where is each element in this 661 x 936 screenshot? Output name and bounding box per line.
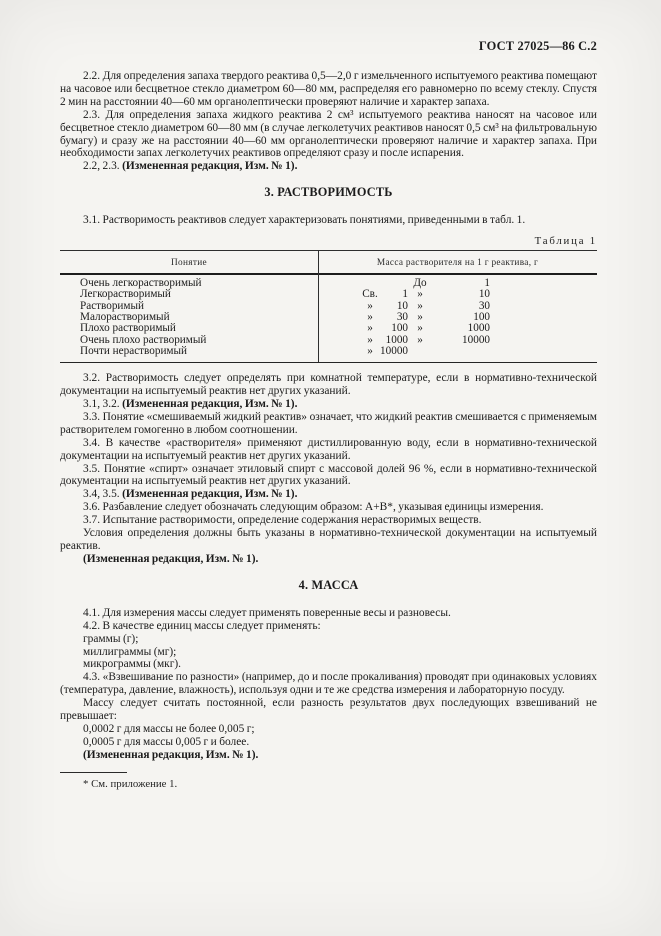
table-row [60, 289, 597, 300]
table-cell-concept: Плохо растворимый [80, 323, 176, 335]
paragraph: 3.3. Понятие «смешиваемый жидкий реактив» означает, что жидкий реактив смешивается с применяемым растворителем гомогенно в любом соотношении. [60, 410, 597, 436]
table-col-header-concept: Понятие [171, 258, 207, 269]
amendment-prefix: 2.2, 2.3. [83, 160, 123, 173]
table-value: 30 [396, 311, 408, 324]
paragraph: Условия определения должны быть указаны в нормативно-технической документации на испытуемый реактив. [60, 527, 597, 553]
solubility-table [60, 250, 597, 363]
table-value: » [367, 322, 373, 335]
amendment-bold-text: (Измененная редакция, Изм. № 1). [122, 488, 298, 501]
amendment-bold-text: (Измененная редакция, Изм. № 1). [83, 748, 259, 761]
table-cell-concept: Почти нерастворимый [80, 345, 188, 357]
document-content [60, 40, 597, 790]
table-cell-values [318, 278, 597, 289]
table-header-row [60, 251, 597, 275]
table-value: 1000 [385, 333, 408, 346]
table-value: 10000 [462, 333, 490, 346]
paragraph: микрограммы (мкг). [83, 658, 182, 671]
footnote-text: * См. приложение 1. [83, 777, 178, 790]
table-cell-concept: Легкорастворимый [80, 289, 171, 301]
paragraph: 3.1. Растворимость реактивов следует характеризовать понятиями, приведенными в табл. 1. [83, 214, 526, 227]
table-value: » [367, 299, 373, 312]
table-value: 1 [402, 288, 408, 301]
paragraph: 3.4. В качестве «растворителя» применяют дистиллированную воду, если в нормативно-технической документации на испытуемый реактив нет других указаний. [60, 436, 597, 462]
table-label: Таблица 1 [534, 235, 597, 248]
amendment-bold-text: (Измененная редакция, Изм. № 1). [83, 552, 259, 565]
paragraph: 4.3. «Взвешивание по разности» (например, до и после прокаливания) проводят при одинаковых условиях (температура, давление, влажность), используя одни и те же средства измерения и лабораторную посуду. [60, 671, 597, 697]
table-body [60, 275, 597, 362]
section-heading: 3. РАСТВОРИМОСТЬ [264, 185, 393, 200]
amendment-line [60, 398, 597, 411]
table-cell-concept: Очень легкорастворимый [80, 278, 202, 290]
amendment-bold-text: (Измененная редакция, Изм. № 1). [122, 398, 298, 411]
table-cell-values [318, 346, 597, 357]
table-cell-values [318, 312, 597, 323]
amendment-line [60, 160, 597, 173]
footnote-rule [60, 772, 127, 773]
paragraph: 3.2. Растворимость следует определять при комнатной температуре, если в нормативно-технической документации на испытуемый реактив нет других указаний. [60, 372, 597, 398]
table-value: » [417, 322, 423, 335]
table-value: » [417, 299, 423, 312]
table-value: » [417, 333, 423, 346]
table-cell-concept: Малорастворимый [80, 312, 170, 324]
paragraph: 4.2. В качестве единиц массы следует применять: [83, 619, 321, 632]
table-value: » [417, 311, 423, 324]
paragraph: 3.6. Разбавление следует обозначать следующим образом: А+В*, указывая единицы измерения. [83, 501, 544, 514]
amendment-prefix: 3.4, 3.5. [83, 488, 123, 501]
table-column-divider [318, 251, 319, 362]
document-body [60, 70, 597, 790]
table-value: До [413, 277, 427, 290]
paragraph: 3.7. Испытание растворимости, определение содержания нерастворимых веществ. [83, 514, 482, 527]
table-value: Св. [362, 288, 378, 301]
amendment-line [60, 488, 597, 501]
paragraph: 0,0005 г для массы 0,005 г и более. [83, 735, 250, 748]
table-value: 100 [391, 322, 408, 335]
paragraph: 3.5. Понятие «спирт» означает этиловый спирт с массовой долей 96 %, если в нормативно-технической документации на испытуемый реактив нет других указаний. [60, 462, 597, 488]
table-row [60, 301, 597, 312]
table-row [60, 312, 597, 323]
table-value: 10 [478, 288, 490, 301]
table-col-header-mass: Масса растворителя на 1 г реактива, г [376, 258, 539, 269]
table-value: 10000 [380, 344, 408, 357]
table-row [60, 278, 597, 289]
table-cell-values [318, 335, 597, 346]
amendment-prefix: 3.1, 3.2. [83, 398, 123, 411]
paragraph: 2.3. Для определения запаха жидкого реактива 2 см³ испытуемого реактива наносят на часовое или бесцветное стекло диаметром 60—80 мм (в случае легколетучих реактивов наносят 0,5 см³ на фильтровальную бумагу) и сразу же на расстоянии 40—60 мм органолептически проверяют наличие и характер запаха. При необходимости запах легколетучих реактивов определяют сразу и после испарения. [60, 108, 597, 160]
gost-page-header: ГОСТ 27025—86 С.2 [478, 39, 597, 53]
table-value: » [367, 333, 373, 346]
paragraph: Массу следует считать постоянной, если разность результатов двух последующих взвешиваний не превышает: [60, 697, 597, 723]
table-value: 30 [478, 299, 490, 312]
section-heading: 4. МАССА [298, 577, 359, 592]
table-cell-concept: Растворимый [80, 300, 145, 312]
table-cell-concept: Очень плохо растворимый [80, 334, 207, 346]
paragraph: 4.1. Для измерения массы следует применять поверенные весы и разновесы. [83, 606, 451, 619]
amendment-line [60, 553, 597, 566]
table-value: » [417, 288, 423, 301]
amendment-line [60, 749, 597, 762]
table-cell-values [318, 301, 597, 312]
table-value: » [367, 344, 373, 357]
paragraph: 2.2. Для определения запаха твердого реактива 0,5—2,0 г измельченного испытуемого реактива помещают на часовое или бесцветное стекло диаметром 60—80 мм, распределяя его равномерно по всему стеклу. Спустя 2 мин на расстоянии 40—60 мм органолептически проверяют наличие и характер запаха. [60, 70, 597, 108]
table-value: » [367, 311, 373, 324]
table-row [60, 323, 597, 334]
table-row [60, 346, 597, 357]
paragraph: миллиграммы (мг); [83, 645, 177, 658]
table-value: 100 [473, 311, 490, 324]
table-value: 1 [484, 277, 490, 290]
table-row [60, 335, 597, 346]
amendment-bold-text: (Измененная редакция, Изм. № 1). [122, 160, 298, 173]
paragraph: 0,0002 г для массы не более 0,005 г; [83, 722, 255, 735]
table-cell-values [318, 289, 597, 300]
table-cell-values [318, 323, 597, 334]
paragraph: граммы (г); [83, 632, 139, 645]
table-value: 10 [396, 299, 408, 312]
footnote [60, 772, 597, 790]
table-value: 1000 [467, 322, 490, 335]
